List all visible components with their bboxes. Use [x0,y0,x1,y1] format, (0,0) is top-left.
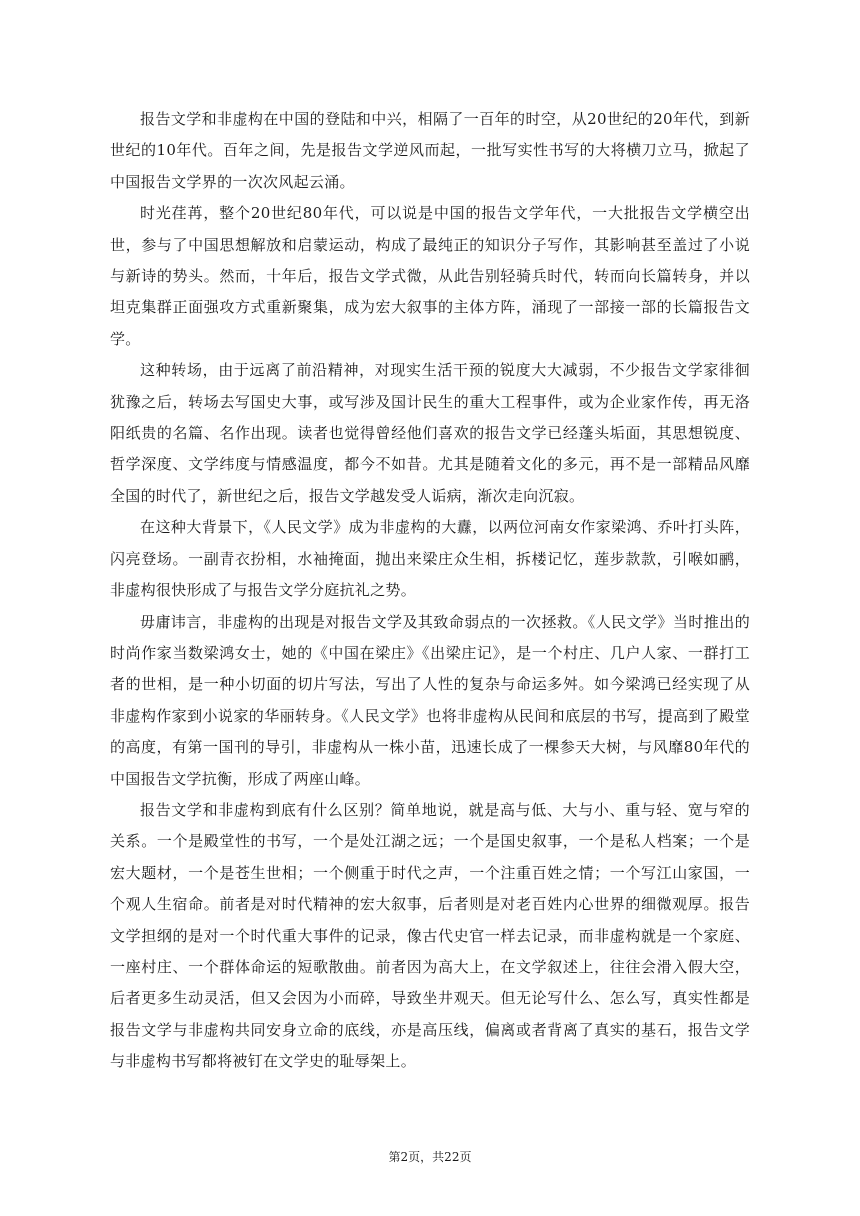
paragraph-1: 报告文学和非虚构在中国的登陆和中兴，相隔了一百年的时空，从20世纪的20年代，到新世纪的10年代。百年之间，先是报告文学逆风而起，一批写实性书写的大将横刀立马，掀起了中国报告文学界的一次次风起云涌。 [110,110,750,191]
article-body [110,104,750,1078]
paragraph-4: 在这种大背景下，《人民文学》成为非虚构的大纛，以两位河南女作家梁鸿、乔叶打头阵，闪亮登场。一副青衣扮相，水袖掩面，抛出来梁庄众生相，拆楼记忆，莲步款款，引喉如鹂，非虚构很快形成了与报告文学分庭抗礼之势。 [110,518,750,600]
paragraph-3: 这种转场，由于远离了前沿精神，对现实生活干预的锐度大大减弱，不少报告文学家徘徊犹豫之后，转场去写国史大事，或写涉及国计民生的重大工程事件，或为企业家作传，再无洛阳纸贵的名篇、名作出现。读者也觉得曾经他们喜欢的报告文学已经蓬头垢面，其思想锐度、哲学深度、文学纬度与情感温度，都今不如昔。尤其是随着文化的多元，再不是一部精品风靡全国的时代了，新世纪之后，报告文学越发受人诟病，渐次走向沉寂。 [110,361,750,505]
paragraph-2: 时光荏苒，整个20世纪80年代，可以说是中国的报告文学年代，一大批报告文学横空出世，参与了中国思想解放和启蒙运动，构成了最纯正的知识分子写作，其影响甚至盖过了小说与新诗的势头。然而，十年后，报告文学式微，从此告别轻骑兵时代，转而向长篇转身，并以坦克集群正面强攻方式重新聚集，成为宏大叙事的主体方阵，涌现了一部接一部的长篇报告文学。 [110,204,750,348]
paragraph-6: 报告文学和非虚构到底有什么区别？简单地说，就是高与低、大与小、重与轻、宽与窄的关系。一个是殿堂性的书写，一个是处江湖之远；一个是国史叙事，一个是私人档案；一个是宏大题材，一个是苍生世相；一个侧重于时代之声，一个注重百姓之情；一个写江山家国，一个观人生宿命。前者是对时代精神的宏大叙事，后者则是对老百姓内心世界的细微观厚。报告文学担纲的是对一个时代重大事件的记录，像古代史官一样去记录，而非虚构就是一个家庭、一座村庄、一个群体命运的短歌散曲。前者因为高大上，在文学叙述上，往往会滑入假大空，后者更多生动灵活，但又会因为小而碎，导致坐井观天。但无论写什么、怎么写，真实性都是报告文学与非虚构共同安身立命的底线，亦是高压线，偏离或者背离了真实的基石，报告文学与非虚构书写都将被钉在文学史的耻辱架上。 [110,800,750,1071]
page-number: 第2页，共22页 [388,1150,472,1164]
paragraph-5: 毋庸讳言，非虚构的出现是对报告文学及其致命弱点的一次拯救。《人民文学》当时推出的时尚作家当数梁鸿女士，她的《中国在梁庄》《出梁庄记》，是一个村庄、几户人家、一群打工者的世相，是一种小切面的切片写法，写出了人性的复杂与命运多舛。如今梁鸿已经实现了从非虚构作家到小说家的华丽转身。《人民文学》也将非虚构从民间和底层的书写，提高到了殿堂的高度，有第一国刊的导引，非虚构从一株小苗，迅速长成了一棵参天大树，与风靡80年代的中国报告文学抗衡，形成了两座山峰。 [110,612,750,788]
